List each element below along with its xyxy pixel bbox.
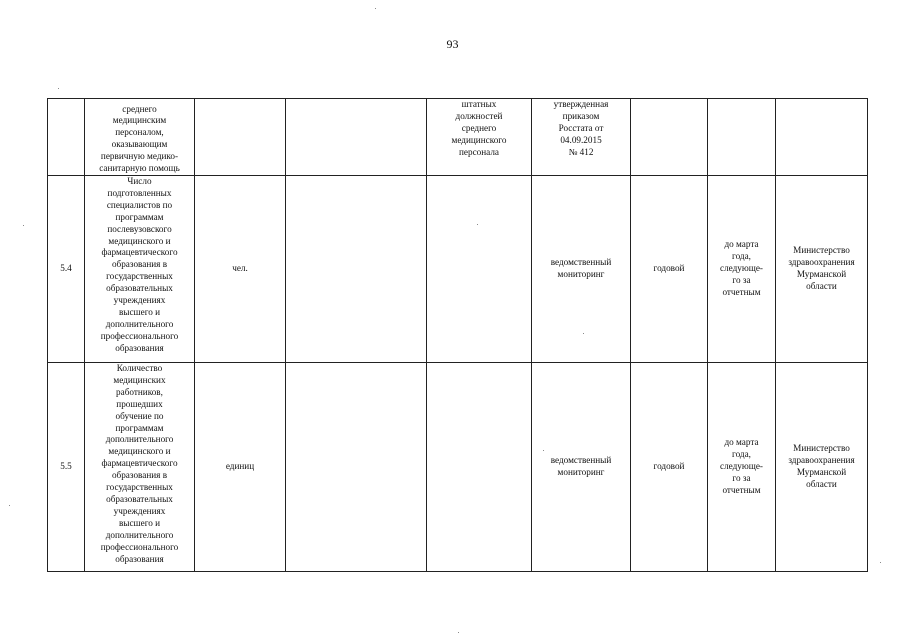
- row-number-cell: 5.5: [48, 363, 85, 572]
- indicator-table: [47, 98, 868, 572]
- unit-cell: единиц: [195, 363, 286, 572]
- deadline-cell: до марта года, следующе- го за отчетным: [708, 363, 776, 572]
- responsible-cell: Министерство здравоохранения Мурманской области: [776, 176, 868, 363]
- responsible-cell: Министерство здравоохранения Мурманской области: [776, 363, 868, 572]
- periodicity-cell: годовой: [631, 176, 708, 363]
- definition-cell: [286, 363, 427, 572]
- data-source-cell: ведомственный мониторинг: [532, 176, 631, 363]
- definition-cell: [286, 176, 427, 363]
- formula-cell: [427, 176, 532, 363]
- scan-speck: [23, 225, 24, 226]
- indicator-name-cell: среднего медицинским персоналом, оказывающим первичную медико- санитарную помощь: [85, 99, 195, 176]
- row-number-cell: 5.4: [48, 176, 85, 363]
- definition-cell: [286, 99, 427, 176]
- indicator-name-cell: Число подготовленных специалистов по программам послевузовского медицинского и фармацевтического образования в государственных образовательных учреждениях высшего и дополнительного профессионального образования: [85, 176, 195, 363]
- scan-speck: [543, 450, 544, 451]
- periodicity-cell: [631, 99, 708, 176]
- unit-cell: чел.: [195, 176, 286, 363]
- table-row: [48, 363, 868, 572]
- periodicity-cell: годовой: [631, 363, 708, 572]
- unit-cell: [195, 99, 286, 176]
- indicator-name-cell: Количество медицинских работников, прошедших обучение по программам дополнительного медицинского и фармацевтического образования в государственных образовательных учреждениях высшего и дополнительного профессионального образования: [85, 363, 195, 572]
- table-row: [48, 176, 868, 363]
- scan-speck: [58, 88, 59, 89]
- formula-cell: штатных должностей среднего медицинского персонала: [427, 99, 532, 176]
- scan-speck: [583, 333, 584, 334]
- scan-speck: [880, 562, 881, 563]
- deadline-cell: [708, 99, 776, 176]
- responsible-cell: [776, 99, 868, 176]
- scan-speck: [458, 632, 459, 633]
- row-number-cell: [48, 99, 85, 176]
- scan-speck: [477, 224, 478, 225]
- scan-speck: [375, 8, 376, 9]
- scan-speck: [9, 505, 10, 506]
- data-source-cell: ведомственный мониторинг: [532, 363, 631, 572]
- table-row: [48, 99, 868, 176]
- formula-cell: [427, 363, 532, 572]
- deadline-cell: до марта года, следующе- го за отчетным: [708, 176, 776, 363]
- data-source-cell: утвержденная приказом Росстата от 04.09.2015 № 412: [532, 99, 631, 176]
- page-number: 93: [446, 37, 459, 51]
